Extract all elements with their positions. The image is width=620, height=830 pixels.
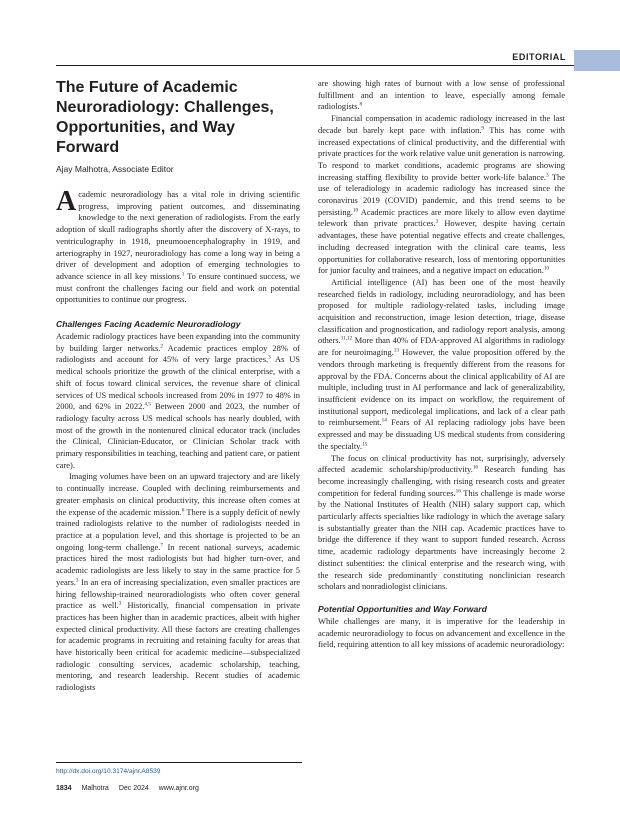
- left-column: [56, 78, 300, 694]
- citation-ref[interactable]: 3: [75, 577, 79, 584]
- citation-ref[interactable]: 11,12: [340, 336, 353, 343]
- citation-ref[interactable]: 3: [268, 355, 271, 362]
- page-number: 1834: [56, 785, 72, 792]
- body-paragraph: While challenges are many, it is imperative for the leadership in academic neuroradiology to focus on advancement and excellence in the field, requiring attention to all key missions of academic neuroradiology:: [318, 615, 565, 650]
- citation-ref[interactable]: 15: [361, 441, 368, 448]
- citation-ref[interactable]: 3: [546, 172, 549, 179]
- citation-ref[interactable]: 9: [481, 125, 484, 132]
- citation-ref[interactable]: 16: [455, 488, 461, 495]
- header-accent-block: [574, 50, 620, 71]
- intro-text: cademic neuroradiology has a vital role in driving scientific progress, improving patient outcomes, and disseminating knowledge to the next generation of radiologists. From the early adoption of skull radiographs shortly after the discovery of X-rays, to ventriculography in 1918, pneumooencephalography in 1919, and arteriography in 1927, neuroradiology has come a long way in being a driver of development and adoption of emerging technologies to advance science in all key missions.$^1$ To ensure continued success, we must confront the challenges facing our field and work on potential opportunities to continue our progress.: [56, 189, 300, 305]
- doi-link[interactable]: http://dx.doi.org/10.3174/ajnr.A8539: [56, 768, 161, 775]
- body-paragraph: Academic radiology practices have been expanding into the community by building larger networks.$^2$ Academic practices employ 28% of radiologists and account for 45% of very large practices.$^3$ As US medical schools prioritize the growth of the clinical enterprise, with a shift of focus toward clinical services, the revenue share of clinical services of US medical schools increased from 20% in 1977 to 48% in 2000, and 62% in 2022.$^{4,5}$ Between 2000 and 2023, the number of radiology faculty across US medical schools has nearly doubled, with most of the growth in the nontenured clinical educator track (includes the Clinical, Clinician-Educator, or Clinician Scholar track with primary responsibilities in teaching, teaching and patient care, or patient care).: [56, 331, 301, 470]
- citation-ref[interactable]: 16: [472, 464, 479, 471]
- citation-ref[interactable]: 7: [160, 542, 163, 549]
- citation-ref[interactable]: 8: [359, 102, 363, 109]
- body-paragraph: are showing high rates of burnout with a low sense of professional fulfillment and an intention to leave, especially among female radiologists.$^8$: [318, 78, 565, 112]
- citation-ref[interactable]: 10: [543, 265, 550, 272]
- citation-ref[interactable]: 10: [352, 207, 359, 214]
- body-paragraph: Imaging volumes have been on an upward trajectory and are likely to continually increase. Coupled with declining reimbursements and greater emphasis on clinical productivity, this increase often comes at the expense of the academic mission.$^6$ There is a supply deficit of newly trained radiologists relative to the number of radiologists needed in practice at a population level, and this shortage is projected to be an ongoing long-term challenge.$^7$ In recent national surveys, academic practices hired the most radiologists but had higher turn-over, and academic radiologists are less likely to stay in the same practice for 5 years.$^3$ In an era of increasing specialization, even smaller practices are hiring fellowship-trained neuroradiologists who often cover general practice as well.$^3$ Historically, financial compensation in private practices has been higher than in academic practices, albeit with higher expected clinical productivity. All these factors are creating challenges for academic programs in recruiting and retaining faculty for areas that have historically been critical for academic medicine—subspecialized radiologic consulting services, academic scholarship, teaching, mentoring, and research leadership. Recent studies of academic radiologists: [56, 471, 300, 693]
- citation-ref[interactable]: 4,5: [144, 401, 151, 408]
- author-line: Ajay Malhotra, Associate Editor: [56, 164, 174, 174]
- citation-ref[interactable]: 6: [181, 507, 185, 514]
- body-paragraph: Financial compensation in academic radiology increased in the last decade but barely kept pace with inflation.$^9$ This has come with increased expectations of clinical productivity, and the differential with private practices for the work relative value unit generation is narrowing. To respond to market conditions, academic programs are showing increasing staffing flexibility to provide better work-life balance.$^3$ The use of teleradiology in academic radiology has increased since the coronavirus 2019 (COVID) pandemic, and this trend seems to be persisting.$^{10}$ Academic practices are more likely to allow even daytime telework than private practices.$^3$ However, despite having certain advantages, these have potential negative effects and create challenges, including decreased integration with the clinical care teams, less opportunities for collaborative research, loss of mentoring opportunities for junior faculty and trainees, and a negative impact on education.$^{10}$: [318, 113, 565, 276]
- intro-paragraph: [56, 186, 300, 306]
- citation-ref[interactable]: 1: [181, 271, 185, 278]
- citation-ref[interactable]: 14: [381, 418, 387, 425]
- header-rule: [56, 65, 575, 66]
- body-paragraph: The focus on clinical productivity has not, surprisingly, adversely affected academic scholarship/productivity.$^{16}$ Research funding has become increasingly challenging, with rising research costs and greater competition for federal funding sources.$^{16}$ This challenge is made worse by the National Institutes of Health (NIH) salary support cap, which particularly affects specialties like radiology in which the average salary is substantially greater than the NIH cap. Academic practices have to bridge the difference if they want to support funded research. Across time, academic radiology departments have increasingly become 2 distinct subentities: the clinical enterprise and the research wing, with the research side predominantly constituting nonclinician research scholars and nonradiologist clinicians.: [318, 452, 565, 592]
- section-label: EDITORIAL: [512, 52, 566, 62]
- body-paragraph: Artificial intelligence (AI) has been one of the most heavily researched fields in radiology, including neuroradiology, and has been proposed for multiple radiology-related tasks, including image acquisition and reconstruction, image lesion detection, triage, disease classification and prognostication, and radiology report analysis, among others.$^{11,12}$ More than 40% of FDA-approved AI algorithms in radiology are for neuroimaging.$^{13}$ However, the value proposition offered by the vendors through marketing is frequently different from the reasons for approval by the FDA. Concerns about the clinical applicability of AI are multiple, including trust in AI performance and lack of generalizability, insufficient evidence on its impact on workflow, the requirement of institutional support, medicolegal implications, and lack of a clear path to reimbursement.$^{14}$ Fears of AI replacing radiology jobs have been expressed and may be dissuading US medical students from considering the specialty.$^{15}$: [318, 276, 566, 451]
- footer-rule: [56, 762, 302, 763]
- citation-ref[interactable]: 3: [118, 600, 122, 607]
- citation-ref[interactable]: 13: [393, 347, 399, 354]
- section-heading-opportunities: Potential Opportunities and Way Forward: [318, 603, 487, 614]
- footer-author: Malhotra: [81, 785, 109, 792]
- page-footer: [56, 785, 199, 792]
- right-column: [318, 78, 565, 651]
- drop-cap: A: [56, 186, 77, 217]
- footer-website: www.ajnr.org: [158, 785, 199, 792]
- citation-ref[interactable]: 2: [160, 343, 163, 350]
- article-title: The Future of Academic Neuroradiology: Challenges, Opportunities, and Way Forward: [56, 79, 274, 156]
- footer-issue-date: Dec 2024: [118, 785, 149, 792]
- section-heading-challenges: Challenges Facing Academic Neuroradiology: [56, 319, 241, 330]
- citation-ref[interactable]: 3: [435, 219, 439, 226]
